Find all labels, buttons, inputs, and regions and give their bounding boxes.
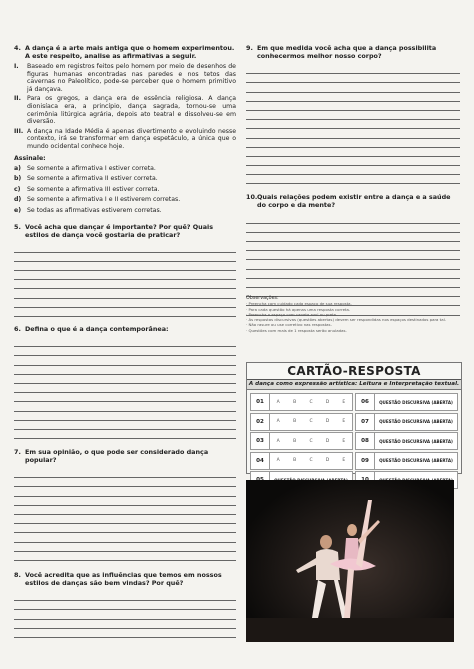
answer-card <box>246 362 462 474</box>
bubble-c[interactable]: C <box>309 399 313 405</box>
bubble-a[interactable]: A <box>276 458 280 463</box>
bubble-a[interactable]: A <box>276 419 280 424</box>
answer-row-03: 03 A B C D E <box>250 432 353 450</box>
question-4-title: 4. A dança é a arte mais antiga que o homem experimentou. A este respeito, analise as afirmativas a seguir. <box>14 44 235 60</box>
question-5-title: 5. Você acha que dançar é importante? Por quê? Quais estilos de dança você gostaria de praticar? <box>14 222 214 239</box>
bubble-d[interactable]: D <box>325 458 330 463</box>
answer-lines-6[interactable] <box>14 338 236 439</box>
bubble-b[interactable]: B <box>293 458 297 463</box>
option-b[interactable]: b) Se somente a afirmativa II estiver correta. <box>14 175 158 183</box>
bubble-e[interactable]: E <box>342 458 346 463</box>
left-column <box>14 44 236 638</box>
question-8-title: 8. Você acredita que as influências que temos em nossos estilos de danças são bem vindas? Por quê? <box>14 570 222 587</box>
question-9-title: 9. Em que medida você acha que a dança possibilita conhecermos melhor nosso corpo? <box>246 44 437 60</box>
bubble-a[interactable]: A <box>276 399 280 405</box>
assinale-label: Assinale: <box>14 154 46 162</box>
right-column <box>246 44 460 316</box>
ballet-photo <box>246 480 454 642</box>
answer-lines-7[interactable] <box>14 469 236 561</box>
statement-2: II. Para os gregos, a dança era de essência religiosa. A dança dionisíaca era, a princípio, dança sagrada, tornou-se uma cerimônia litúrgica agrária, depois ato teatral e dissolveu-se em diversão. <box>14 95 236 126</box>
answer-card-title: CARTÃO-RESPOSTA <box>247 363 461 380</box>
question-7-title: 7. Em sua opinião, o que pode ser considerado dança popular? <box>14 448 209 465</box>
observations: Observações: · Preencha com cuidado cada espaço de sua resposta. · Para cada questão há apenas uma resposta correta. · Preencha o espaço com caneta azul ou preta. · As respostas discursivas (questões abertas) devem ser respondidas nos espaços destinados para tal. · Não rasure ou use corretivo nas respostas. · Questões com mais de 1 resposta serão anuladas. <box>246 296 446 333</box>
answer-row-04: 04 A B C D E <box>250 452 353 470</box>
question-10-title: 10. Quais relações podem existir entre a dança e a saúde do corpo e da mente? <box>246 193 451 210</box>
bubble-d[interactable]: D <box>325 438 330 444</box>
bubble-e[interactable]: E <box>342 438 346 444</box>
answer-row-08: 08 QUESTÃO DISCURSIVA (ABERTA) <box>355 432 458 450</box>
answer-row-06: 06 QUESTÃO DISCURSIVA (ABERTA) <box>355 393 458 411</box>
answer-lines-9[interactable] <box>246 65 460 184</box>
bubble-e[interactable]: E <box>342 399 346 405</box>
bubble-b[interactable]: B <box>293 399 297 405</box>
bubble-c[interactable]: C <box>309 458 313 463</box>
bubble-e[interactable]: E <box>342 419 346 424</box>
answer-row-09: 09 QUESTÃO DISCURSIVA (ABERTA) <box>355 452 458 470</box>
statement-3: III. A dança na Idade Média é apenas divertimento e evoluindo nesse contexto, irá se transformar em dança espetáculo, a única que o mundo ocidental conhece hoje. <box>14 127 236 150</box>
bubble-c[interactable]: C <box>309 438 313 444</box>
option-e[interactable]: e) Se todas as afirmativas estiverem corretas. <box>14 206 162 214</box>
answer-card-subtitle: A dança como expressão artística: Leitura e Interpretação textual. <box>247 380 461 390</box>
bubble-b[interactable]: B <box>293 419 297 424</box>
ballet-dancers-image <box>246 480 454 642</box>
bubble-d[interactable]: D <box>325 419 330 424</box>
answer-lines-5[interactable] <box>14 244 236 318</box>
statement-1: I. Baseado em registros feitos pelo homem por meio de desenhos de figuras humanas encontradas nas paredes e nos tetos das cavernas no Paleolítico, pode-se perceber que o homem primitivo já dançava. <box>14 63 236 93</box>
answer-lines-8[interactable] <box>14 592 236 638</box>
answer-row-02: 02 A B C D E <box>250 413 353 431</box>
answer-row-07: 07 QUESTÃO DISCURSIVA (ABERTA) <box>355 413 458 431</box>
bubble-c[interactable]: C <box>309 419 313 424</box>
bubble-d[interactable]: D <box>325 399 330 405</box>
option-d[interactable]: d) Se somente a afirmativa I e II estiverem corretas. <box>14 196 181 204</box>
bubble-a[interactable]: A <box>276 438 280 444</box>
bubble-b[interactable]: B <box>293 438 297 444</box>
answer-row-01: 01 A B C D E <box>250 393 353 411</box>
option-a[interactable]: a) Se somente a afirmativa I estiver correta. <box>14 164 156 172</box>
question-6-title: 6. Defina o que é a dança contemporânea: <box>14 325 169 333</box>
option-c[interactable]: c) Se somente a afirmativa III estiver correta. <box>14 185 160 193</box>
answer-card-right <box>355 393 458 491</box>
answer-card-left <box>250 393 353 491</box>
